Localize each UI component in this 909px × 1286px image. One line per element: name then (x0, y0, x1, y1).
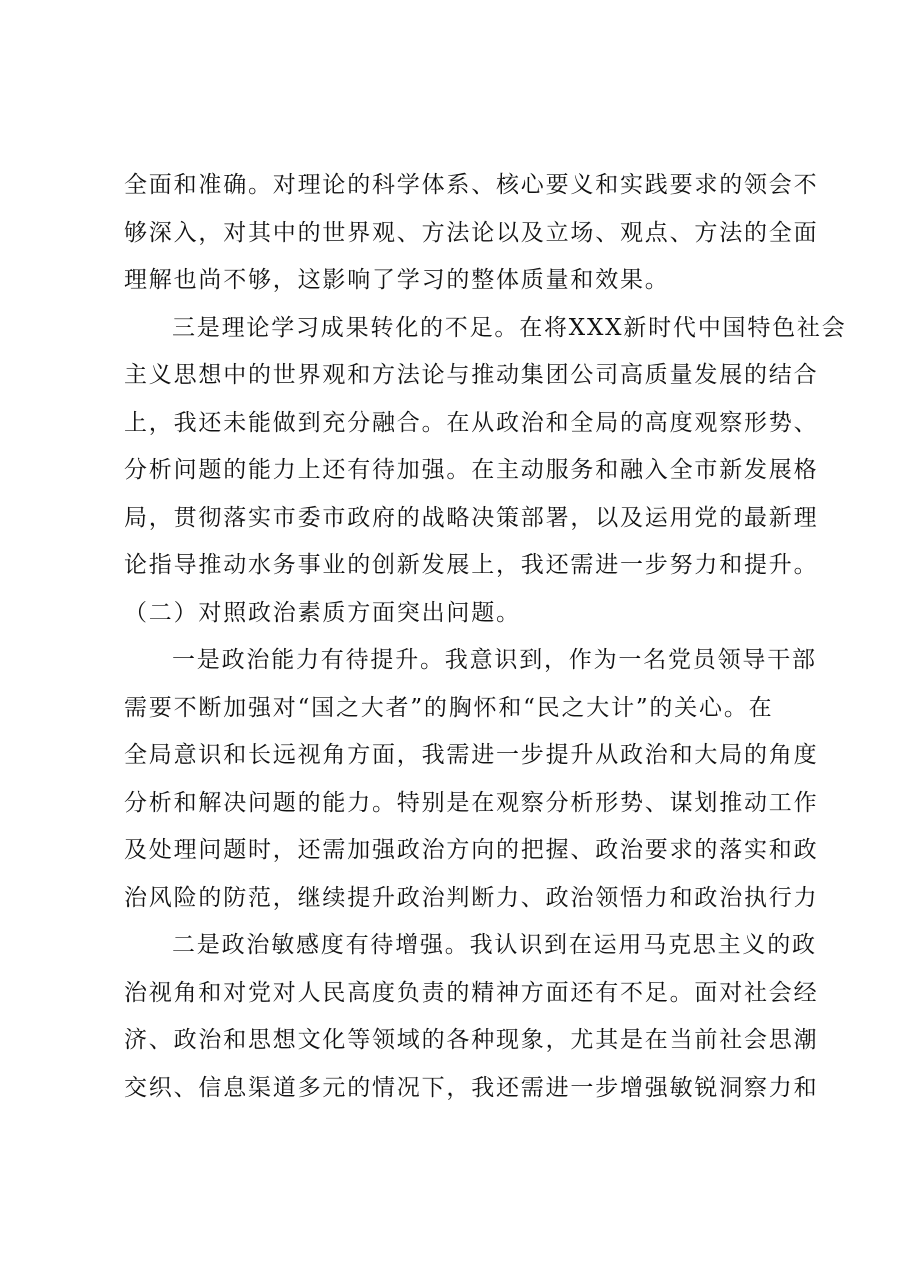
text-line: 及处理问题时，还需加强政治方向的把握、政治要求的落实和政 (124, 837, 819, 863)
text-line: 治视角和对党对人民高度负责的精神方面还有不足。面对社会经 (124, 979, 819, 1006)
text-line: 局，贯彻落实市委市政府的战略决策部署，以及运用党的最新理 (124, 504, 819, 531)
paragraph-start-line: 三是理论学习成果转化的不足。在将XXX新时代中国特色社会 (172, 314, 847, 341)
text-line: 济、政治和思想文化等领域的各种现象，尤其是在当前社会思潮 (124, 1027, 819, 1053)
text-line: 全局意识和长远视角方面，我需进一步提升从政治和大局的角度 (124, 742, 819, 768)
paragraph-start-line: 二是政治敏感度有待增强。我认识到在运用马克思主义的政 (172, 932, 817, 958)
text-line: 论指导推动水务事业的创新发展上，我还需进一步努力和提升。 (124, 552, 819, 578)
text-line: 主义思想中的世界观和方法论与推动集团公司高质量发展的结合 (124, 362, 819, 388)
section-heading: （二）对照政治素质方面突出问题。 (124, 599, 521, 626)
text-line: 需要不断加强对“国之大者”的胸怀和“民之大计”的关心。在 (124, 694, 774, 721)
text-line: 交织、信息渠道多元的情况下，我还需进一步增强敏锐洞察力和 (124, 1074, 819, 1101)
text-line: 上，我还未能做到充分融合。在从政治和全局的高度观察形势、 (124, 409, 819, 436)
text-line: 分析和解决问题的能力。特别是在观察分析形势、谋划推动工作 (124, 789, 819, 816)
document-body (124, 162, 847, 1112)
text-line: 理解也尚不够，这影响了学习的整体质量和效果。 (124, 267, 670, 293)
text-line: 治风险的防范，继续提升政治判断力、政治领悟力和政治执行力 (124, 884, 819, 911)
text-line: 全面和准确。对理论的科学体系、核心要义和实践要求的领会不 (124, 172, 819, 198)
text-line: 分析问题的能力上还有待加强。在主动服务和融入全市新发展格 (124, 457, 819, 483)
paragraph-start-line: 一是政治能力有待提升。我意识到，作为一名党员领导干部 (172, 647, 817, 673)
text-line: 够深入，对其中的世界观、方法论以及立场、观点、方法的全面 (124, 219, 819, 246)
